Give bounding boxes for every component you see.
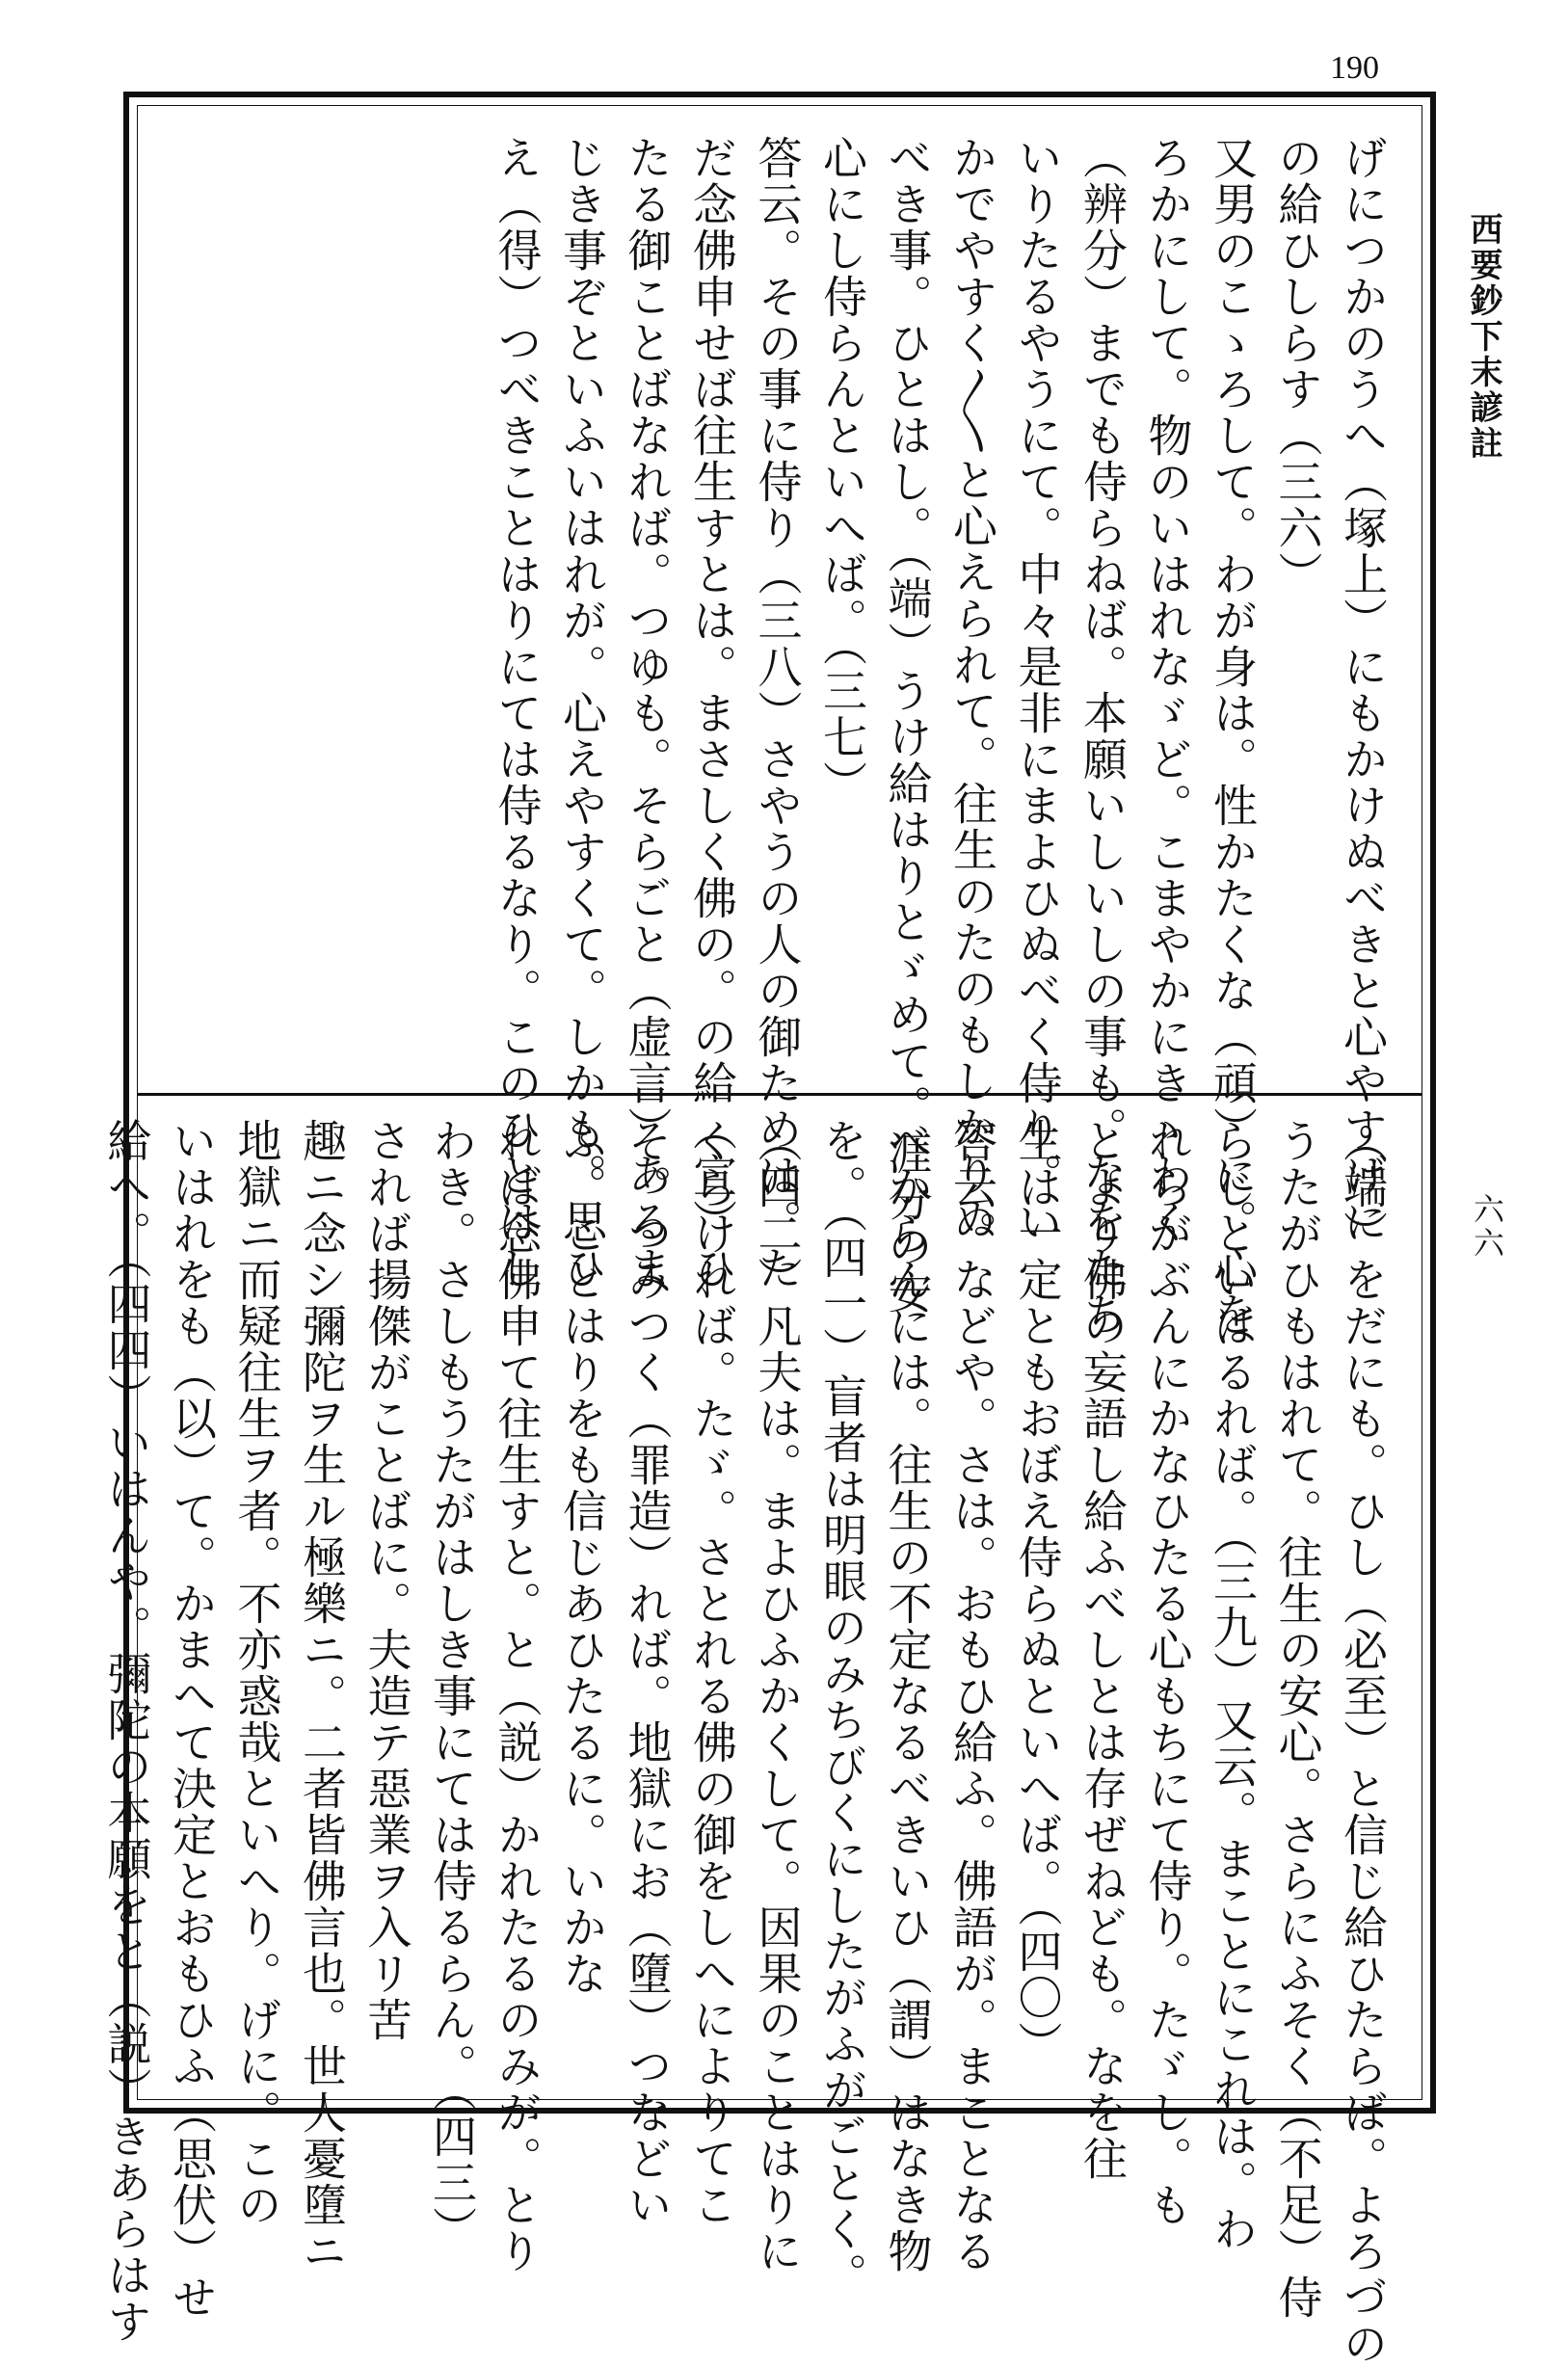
text-column: （四二）凡夫は。まよひふかくして。因果のことはりに	[751, 1118, 804, 2274]
text-column: いはれをも（以）て。かまへて決定とおもひふ（思伏）せ	[166, 1118, 218, 2321]
text-column: （端）をだにも。ひし（必至）と信じ給ひたらば。よろづの	[1337, 1118, 1389, 2367]
running-title: 西要鈔下末諺註	[1464, 212, 1502, 462]
text-column: 趣ニ念シ彌陀ヲ生ル極樂ニ。二者皆佛言也。世人憂墮ニ	[296, 1118, 348, 2274]
text-column: れば念佛申て往生すと。と（説）かれたるのみが。とり	[491, 1118, 544, 2274]
text-column: （辨分）までも侍らねば。本願いしいしの事も。なをたち	[1076, 135, 1129, 1338]
text-column: 給へ。（四四）いはんや。彌陀の本願をと（説）きあらはす	[100, 1118, 153, 2345]
text-column: 又男のこゝろして。わが身は。性かたくな（頑）に。心を	[1207, 135, 1259, 1338]
text-column: うたがひもはれて。往生の安心。さらにふそく（不足）侍	[1271, 1118, 1324, 2321]
text-column: らじといはるれば。（三九）又云。まことにこれは。わ	[1207, 1118, 1259, 2252]
top-text-block	[156, 135, 1395, 1338]
folio-number: 六六	[1469, 1193, 1505, 1261]
text-column: れらがぶんにかなひたる心もちにて侍り。たゞし。も	[1141, 1118, 1194, 2228]
text-column: べからんには。往生の不定なるべきいひ（謂）はなき物	[881, 1118, 934, 2274]
text-column: 心にし侍らんといへば。（三七）	[816, 135, 868, 807]
text-column: そ。つみつく（罪造）れば。地獄にお（墮）つなどい	[621, 1118, 674, 2228]
text-column: かでやすく〳〵と心えられて。往生のたのもしかりぬ	[946, 135, 998, 1243]
text-column: じき事ぞといふいはれが。心えやすくて。しかも。思ひ	[556, 135, 608, 1291]
text-column: たる御ことばなれば。つゆも。そらごと（虚言）あるま	[621, 135, 674, 1291]
bottom-text-block	[100, 1118, 1395, 2367]
text-column: を。（四一）盲者は明眼のみちびくにしたがふがごとく。	[816, 1118, 868, 2299]
text-column: 答云。その事に侍り（三八）さやうの人の御ためは。た	[751, 135, 804, 1291]
text-column: の給ひしらす（三六）	[1271, 135, 1324, 598]
text-column: ふ。ことはりをも信じあひたるに。いかな	[556, 1118, 608, 1997]
text-column: わき。さしもうたがはしき事にては侍るらん。（四三）	[426, 1118, 478, 2252]
text-column: だ念佛申せば往生すとは。まさしく佛の。の給（宣）ひ	[686, 135, 738, 1291]
text-column: え（得）つべきことはりにては侍るなり。このひとはし	[491, 135, 544, 1291]
text-column: くらければ。たゞ。さとれる佛の御をしへによりてこ	[686, 1118, 738, 2228]
text-column: 生は一定ともおぼえ侍らぬといへば。（四〇）	[1011, 1118, 1064, 2067]
text-column: べき事。ひとはし。（端）うけ給はりとゞめて。涯分の安	[881, 135, 934, 1316]
text-column: されば揚傑がことばに。夫造テ惡業ヲ入リ苦	[360, 1118, 413, 2043]
text-column: いりたるやうにて。中々是非にまよひぬべく侍り。い	[1011, 135, 1064, 1245]
text-column: げにつかのうへ（塚上）にもかけぬべきと心やすげに	[1337, 135, 1389, 1245]
text-column: ろかにして。物のいはれなゞど。こまやかにきゝわく	[1141, 135, 1194, 1245]
text-column: 地獄ニ而疑往生ヲ者。不亦惑哉といへり。げに。この	[230, 1118, 283, 2228]
page-number: 190	[1330, 50, 1379, 86]
text-column: とより佛の妄語し給ふべしとは存ぜねども。なを往	[1076, 1118, 1129, 2182]
text-column: 答云。などや。さは。おもひ給ふ。佛語が。まことなる	[946, 1118, 998, 2274]
